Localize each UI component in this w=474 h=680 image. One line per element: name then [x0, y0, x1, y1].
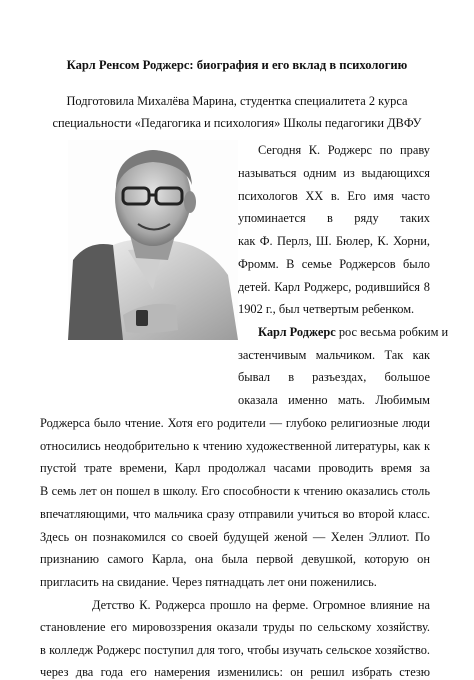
- text-span: рос весьма робким и: [335, 325, 449, 339]
- text-line: 1902 г., был четвертым ребенком.: [238, 302, 415, 316]
- author-line-1: Подготовила Михалёва Марина, студентка специалитета 2 курса: [66, 94, 408, 108]
- text-line: бывал в разъездах, большое: [238, 370, 430, 384]
- text-line: становление его мировоззрения оказали труды по сельскому хозяйству.: [40, 620, 430, 634]
- text-line: [258, 324, 449, 340]
- text-line: детей. Карл Роджерс, родившийся 8: [238, 280, 430, 294]
- document-title: Карл Ренсом Роджерс: биография и его вклад в психологию: [66, 58, 408, 72]
- text-line: Фромм. В семье Роджерсов было: [238, 257, 430, 271]
- text-line: застенчивым мальчиком. Так как: [238, 348, 430, 362]
- text-line: Сегодня К. Роджерс по праву: [258, 143, 430, 157]
- text-line: как Ф. Перлз, Ш. Бюлер, К. Хорни,: [238, 234, 430, 248]
- text-line: впечатляющими, что мальчика сразу отправили учиться во второй класс.: [40, 507, 430, 521]
- text-line: оказала именно мать. Любимым: [238, 393, 430, 407]
- text-line: Детство К. Роджерса прошло на ферме. Огромное влияние на: [92, 598, 430, 612]
- text-line: В семь лет он пошел в школу. Его способности к чтению оказались столь: [40, 484, 430, 498]
- text-line: пустой трате времени, Карл продолжал часами проводить время за: [40, 461, 430, 475]
- text-line: в колледж Роджерс поступил для того, чтобы изучать сельское хозяйство.: [40, 643, 430, 657]
- author-line-2: специальности «Педагогика и психология» Школы педагогики ДВФУ: [52, 116, 422, 130]
- text-line: признанию самого Карла, она была первой девушкой, которую он: [40, 552, 430, 566]
- text-line: относились неодобрительно к чтению художественной литературы, как к: [40, 439, 430, 453]
- text-line: Здесь он познакомился со своей будущей женой — Хелен Эллиот. По: [40, 530, 430, 544]
- text-line: Роджерса было чтение. Хотя его родители — глубоко религиозные люди: [40, 416, 430, 430]
- bold-name: Карл Роджерс: [258, 325, 336, 339]
- text-line: психологов XX в. Его имя часто: [238, 189, 430, 203]
- text-line: называться одним из выдающихся: [238, 166, 430, 180]
- text-line: через два года его намерения изменились: он решил избрать стезю: [40, 665, 430, 679]
- text-line: пригласить на свидание. Через пятнадцать лет они поженились.: [40, 575, 377, 589]
- text-line: упоминается в ряду таких: [238, 211, 430, 225]
